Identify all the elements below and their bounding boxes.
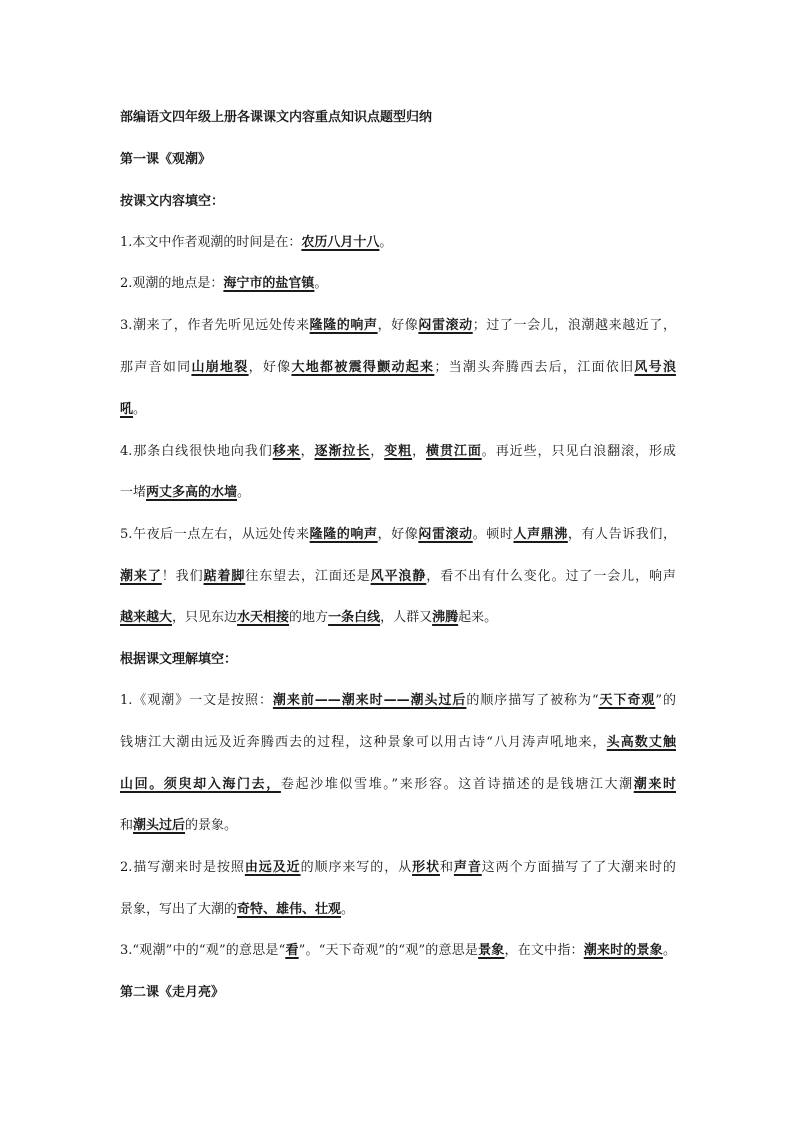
question-text: 2.描写潮来时是按照 [120,860,245,875]
document-title: 部编语文四年级上册各课课文内容重点知识点题型归纳 [120,110,433,125]
section-heading: 根据课文理解填空： [120,652,238,667]
question-text: 3.“观潮”中的“观”的意思是“ [120,943,286,958]
question-text: 。顿时 [472,527,514,542]
question-text: ！我们 [161,569,204,584]
answer-text: 看 [285,943,299,958]
question-text: 和 [439,860,454,875]
answer-text: 隆隆的响声 [309,318,378,333]
answer-text: 两丈多高的水墙 [146,485,238,500]
answer-text: 闷雷滚动 [418,527,473,542]
question-text: ，看不出有什么变化。过了一会儿，响声 [426,569,676,584]
answer-text: 潮来前——潮来时——潮头过后 [272,693,467,708]
question-text: ，在文中指： [504,943,584,958]
question-text: ，只见东边 [172,610,238,625]
lesson-title: 第一课《观潮》 [120,152,212,167]
question-text: 这两个方面描写了了大潮来时的 [481,860,676,875]
answer-text: 农历八月十八 [301,235,380,250]
answer-text: 越来越大 [120,610,173,625]
question-text: ；过了一会儿，浪潮越来越近了， [472,318,676,333]
question-text: 3.潮来了，作者先听见远处传来 [120,318,310,333]
body-text-line [120,692,676,710]
answer-text: 山崩地裂 [191,360,249,375]
answer-text: 海宁市的盐官镇 [223,276,315,291]
answer-text: 大地都被震得颤动起来 [291,360,435,375]
question-text: 。 [379,235,393,250]
body-text-line [120,901,676,919]
question-text: 。 [341,902,355,917]
body-text-line [120,734,676,752]
question-text: 2.观潮的地点是： [120,276,224,291]
answer-text: 变粗 [384,444,413,459]
question-text: 的地方 [289,610,329,625]
question-text: 起来。 [458,610,498,625]
answer-text: 声音 [453,860,482,875]
question-text: ，人群又 [380,610,433,625]
question-text: ；当潮头奔腾西去后，江面依旧 [434,360,635,375]
question-text: 那声音如同 [120,360,192,375]
section-heading: 按课文内容填空： [120,194,225,209]
question-text: ， [412,444,427,459]
question-text: ”。“天下奇观”的“观”的意思是 [298,943,479,958]
question-text: 一堵 [120,485,147,500]
answer-text: 潮来时 [633,777,676,792]
body-text-line [120,443,676,461]
body-text-line [120,275,676,293]
answer-text: 隆隆的响声 [309,527,378,542]
answer-text: 风平浪静 [370,569,427,584]
body-text-line [120,401,676,419]
answer-text: 横贯江面 [426,444,482,459]
body-text-line [120,234,676,252]
answer-text: 景象 [478,943,505,958]
question-text: ，有人告诉我们， [567,527,676,542]
question-text: 5.午夜后一点左右，从远处传来 [120,527,310,542]
answer-text: 由远及近 [244,860,301,875]
answer-text: 移来 [272,444,301,459]
question-text: 4.那条白线很快地向我们 [120,444,273,459]
question-text: 往东望去，江面还是 [245,569,371,584]
lesson-title: 第二课《走月亮》 [120,985,225,1000]
body-text-line [120,609,676,627]
question-text: 卷起沙堆似雪堆。”来形容。这首诗描述的是钱塘江大潮 [280,777,634,792]
question-text: 。再近些，只见白浪翻滚，形成 [481,444,676,459]
question-text: 的顺序来写的，从 [300,860,413,875]
question-text: ，好像 [248,360,292,375]
body-text-line [120,776,676,794]
body-text-line [120,817,676,835]
body-text-line [120,359,676,377]
answer-text: 潮头过后 [133,818,186,833]
body-text-line [120,317,676,335]
answer-text: 沸腾 [432,610,459,625]
answer-text: 形状 [412,860,440,875]
question-text: ，好像 [377,318,419,333]
body-text-line [120,568,676,586]
question-text: ，好像 [377,527,419,542]
body-text-line [120,859,676,877]
body-text-line [120,484,676,502]
answer-text: 山回。须臾却入海门去， [120,777,281,792]
answer-text: 一条白线 [328,610,381,625]
question-text: 1.《观潮》一文是按照： [120,693,273,708]
answer-text: 潮来了 [120,569,162,584]
question-text: 景象，写出了大潮的 [120,902,238,917]
answer-text: 水天相接 [237,610,290,625]
question-text: 和 [120,818,134,833]
answer-text: 风号浪 [634,360,676,375]
question-text: 。 [314,276,328,291]
question-text: 1.本文中作者观潮的时间是在： [120,235,302,250]
body-text-line [120,942,676,960]
question-text: 钱塘江大潮由远及近奔腾西去的过程，这种景象可以用古诗“八月涛声吼地来， [120,735,607,750]
answer-text: 奇特、雄伟、壮观 [237,902,342,917]
question-text: ， [300,444,315,459]
question-text: 。 [662,943,676,958]
answer-text: 天下奇观 [598,693,656,708]
answer-text: 吼 [120,402,134,417]
body-text-line [120,526,676,544]
question-text: ， [370,444,385,459]
answer-text: 闷雷滚动 [418,318,473,333]
question-text: ”的 [655,693,676,708]
question-text: 。 [237,485,251,500]
question-text: 的景象。 [185,818,238,833]
answer-text: 头高数丈触 [606,735,676,750]
answer-text: 潮来时的景象 [583,943,663,958]
answer-text: 人声鼎沸 [513,527,568,542]
answer-text: 逐渐拉长 [314,444,371,459]
question-text: 。 [133,402,147,417]
question-text: 的顺序描写了被称为“ [466,693,599,708]
answer-text: 踮着脚 [203,569,246,584]
